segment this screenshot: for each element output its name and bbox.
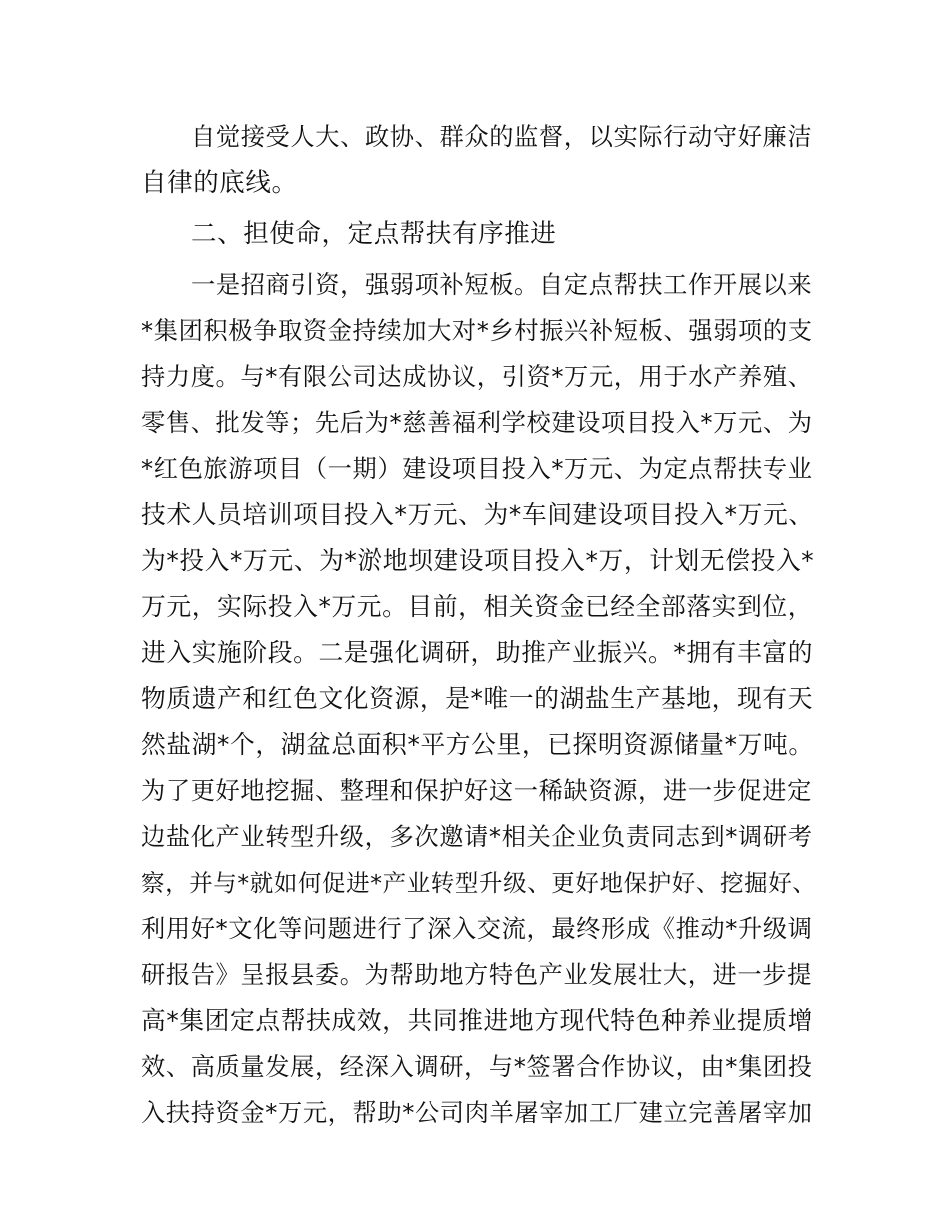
paragraph-line-11: 万元，实际投入*万元。目前，相关资金已经全部落实到位， bbox=[141, 592, 814, 621]
paragraph-line-19: 研报告》呈报县委。为帮助地方特色产业发展壮大，进一步提 bbox=[141, 960, 812, 989]
paragraph-line-15: 为了更好地挖掘、整理和保护好这一稀缺资源，进一步促进定 bbox=[141, 776, 812, 805]
section-heading: 二、担使命，定点帮扶有序推进 bbox=[191, 219, 557, 249]
paragraph-line-13: 物质遗产和红色文化资源，是*唯一的湖盐生产基地，现有天 bbox=[141, 684, 814, 713]
paragraph-line-22: 入扶持资金*万元，帮助*公司肉羊屠宰加工厂建立完善屠宰加 bbox=[141, 1098, 813, 1127]
paragraph-line-18: 利用好*文化等问题进行了深入交流，最终形成《推动*升级调 bbox=[141, 914, 813, 943]
paragraph-line-8: *红色旅游项目（一期）建设项目投入*万元、为定点帮扶专业 bbox=[141, 454, 813, 483]
paragraph-line-12: 进入实施阶段。二是强化调研，助推产业振兴。*拥有丰富的 bbox=[141, 638, 814, 667]
paragraph-line-17: 察，并与*就如何促进*产业转型升级、更好地保护好、挖掘好、 bbox=[141, 869, 817, 897]
paragraph-line-1: 自觉接受人大、政协、群众的监督，以实际行动守好廉洁 bbox=[191, 122, 813, 151]
paragraph-line-21: 效、高质量发展，经深入调研，与*签署合作协议，由*集团投 bbox=[141, 1052, 813, 1081]
paragraph-line-14: 然盐湖*个，湖盆总面积*平方公里，已探明资源储量*万吨。 bbox=[141, 730, 814, 759]
paragraph-line-5: *集团积极争取资金持续加大对*乡村振兴补短板、强弱项的支 bbox=[141, 316, 813, 345]
paragraph-line-4: 一是招商引资，强弱项补短板。自定点帮扶工作开展以来 bbox=[191, 270, 813, 299]
paragraph-line-16: 边盐化产业转型升级，多次邀请*相关企业负责同志到*调研考 bbox=[141, 822, 813, 851]
paragraph-line-7: 零售、批发等；先后为*慈善福利学校建设项目投入*万元、为 bbox=[141, 408, 813, 437]
paragraph-line-10: 为*投入*万元、为*淤地坝建设项目投入*万，计划无偿投入* bbox=[141, 546, 815, 575]
paragraph-line-2: 自律的底线。 bbox=[141, 168, 298, 198]
paragraph-line-20: 高*集团定点帮扶成效，共同推进地方现代特色种养业提质增 bbox=[141, 1006, 814, 1035]
paragraph-line-6: 持力度。与*有限公司达成协议，引资*万元，用于水产养殖、 bbox=[141, 362, 813, 391]
paragraph-line-9: 技术人员培训项目投入*万元、为*车间建设项目投入*万元、 bbox=[141, 500, 814, 529]
